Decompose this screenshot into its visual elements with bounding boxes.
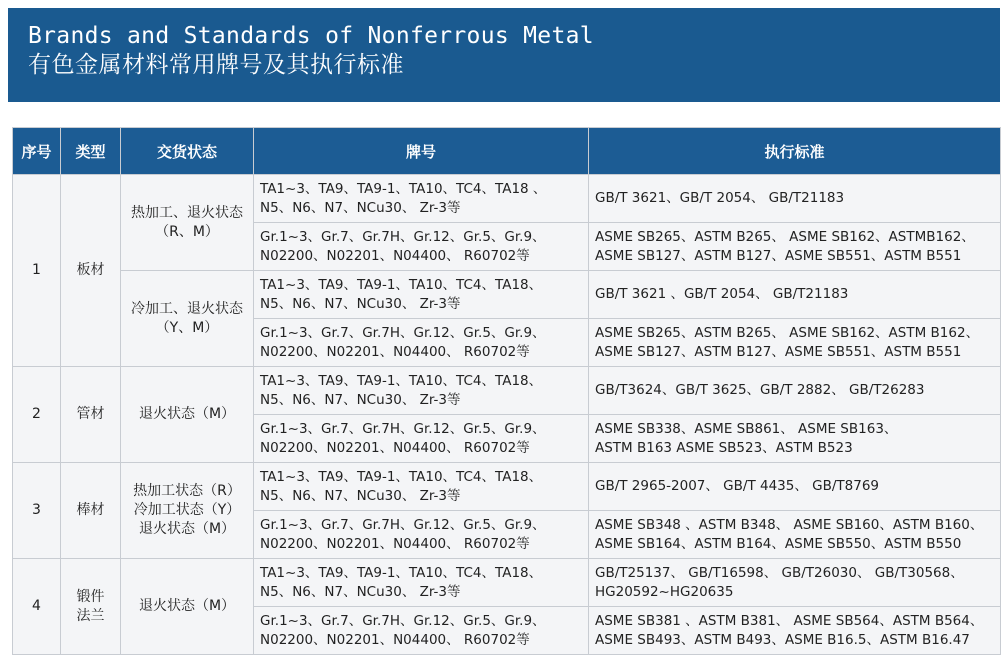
material-type-cell: 锻件 法兰 xyxy=(61,559,121,655)
table-row xyxy=(13,271,1001,319)
delivery-condition-cell: 退火状态（M） xyxy=(121,559,254,655)
table-row xyxy=(13,175,1001,223)
table-row xyxy=(13,463,1001,511)
table-row xyxy=(13,367,1001,415)
row-index-cell: 3 xyxy=(13,463,61,559)
column-header-index: 序号 xyxy=(13,128,61,175)
standards-table xyxy=(12,127,1001,655)
delivery-condition-cell: 热加工、退火状态 （R、M） xyxy=(121,175,254,271)
grade-cell: TA1~3、TA9、TA9-1、TA10、TC4、TA18、 N5、N6、N7、NCu30、 Zr-3等 xyxy=(254,367,589,415)
grade-cell: Gr.1~3、Gr.7、Gr.7H、Gr.12、Gr.5、Gr.9、 N02200、N02201、N04400、 R60702等 xyxy=(254,223,589,271)
title-banner xyxy=(8,8,1000,102)
standard-cell: GB/T3624、GB/T 3625、GB/T 2882、 GB/T26283 xyxy=(589,367,1001,415)
table-body xyxy=(13,175,1001,655)
standard-cell: ASME SB265、ASTM B265、 ASME SB162、ASTMB162、 ASME SB127、ASTM B127、ASME SB551、ASTM B551 xyxy=(589,223,1001,271)
standard-cell: GB/T25137、 GB/T16598、 GB/T26030、 GB/T30568、 HG20592~HG20635 xyxy=(589,559,1001,607)
grade-cell: Gr.1~3、Gr.7、Gr.7H、Gr.12、Gr.5、Gr.9、 N02200、N02201、N04400、 R60702等 xyxy=(254,415,589,463)
title-chinese: 有色金属材料常用牌号及其执行标准 xyxy=(28,52,404,78)
material-type-cell: 管材 xyxy=(61,367,121,463)
table-row xyxy=(13,559,1001,607)
delivery-condition-cell: 冷加工、退火状态 （Y、M） xyxy=(121,271,254,367)
grade-cell: Gr.1~3、Gr.7、Gr.7H、Gr.12、Gr.5、Gr.9、 N02200、N02201、N04400、 R60702等 xyxy=(254,511,589,559)
column-header-delivery-condition: 交货状态 xyxy=(121,128,254,175)
grade-cell: Gr.1~3、Gr.7、Gr.7H、Gr.12、Gr.5、Gr.9、 N02200、N02201、N04400、 R60702等 xyxy=(254,319,589,367)
material-type-cell: 棒材 xyxy=(61,463,121,559)
standard-cell: ASME SB381 、ASTM B381、 ASME SB564、ASTM B564、 ASME SB493、ASTM B493、ASME B16.5、ASTM B16.47 xyxy=(589,607,1001,655)
material-type-cell: 板材 xyxy=(61,175,121,367)
grade-cell: Gr.1~3、Gr.7、Gr.7H、Gr.12、Gr.5、Gr.9、 N02200、N02201、N04400、 R60702等 xyxy=(254,607,589,655)
table-header-row xyxy=(13,128,1001,175)
row-index-cell: 4 xyxy=(13,559,61,655)
title-english: Brands and Standards of Nonferrous Metal xyxy=(28,23,594,49)
grade-cell: TA1~3、TA9、TA9-1、TA10、TC4、TA18、 N5、N6、N7、NCu30、 Zr-3等 xyxy=(254,559,589,607)
standard-cell: ASME SB265、ASTM B265、 ASME SB162、ASTM B162、 ASME SB127、ASTM B127、ASME SB551、ASTM B551 xyxy=(589,319,1001,367)
grade-cell: TA1~3、TA9、TA9-1、TA10、TC4、TA18、 N5、N6、N7、NCu30、 Zr-3等 xyxy=(254,271,589,319)
column-header-grade: 牌号 xyxy=(254,128,589,175)
delivery-condition-cell: 退火状态（M） xyxy=(121,367,254,463)
standard-cell: GB/T 3621 、GB/T 2054、 GB/T21183 xyxy=(589,271,1001,319)
standard-cell: GB/T 3621、GB/T 2054、 GB/T21183 xyxy=(589,175,1001,223)
row-index-cell: 2 xyxy=(13,367,61,463)
grade-cell: TA1~3、TA9、TA9-1、TA10、TC4、TA18、 N5、N6、N7、NCu30、 Zr-3等 xyxy=(254,463,589,511)
standard-cell: ASME SB348 、ASTM B348、 ASME SB160、ASTM B160、 ASME SB164、ASTM B164、ASME SB550、ASTM B550 xyxy=(589,511,1001,559)
column-header-type: 类型 xyxy=(61,128,121,175)
standard-cell: ASME SB338、ASME SB861、 ASME SB163、 ASTM B163 ASME SB523、ASTM B523 xyxy=(589,415,1001,463)
row-index-cell: 1 xyxy=(13,175,61,367)
column-header-standard: 执行标准 xyxy=(589,128,1001,175)
standard-cell: GB/T 2965-2007、 GB/T 4435、 GB/T8769 xyxy=(589,463,1001,511)
grade-cell: TA1~3、TA9、TA9-1、TA10、TC4、TA18 、 N5、N6、N7、NCu30、 Zr-3等 xyxy=(254,175,589,223)
delivery-condition-cell: 热加工状态（R） 冷加工状态（Y） 退火状态（M） xyxy=(121,463,254,559)
